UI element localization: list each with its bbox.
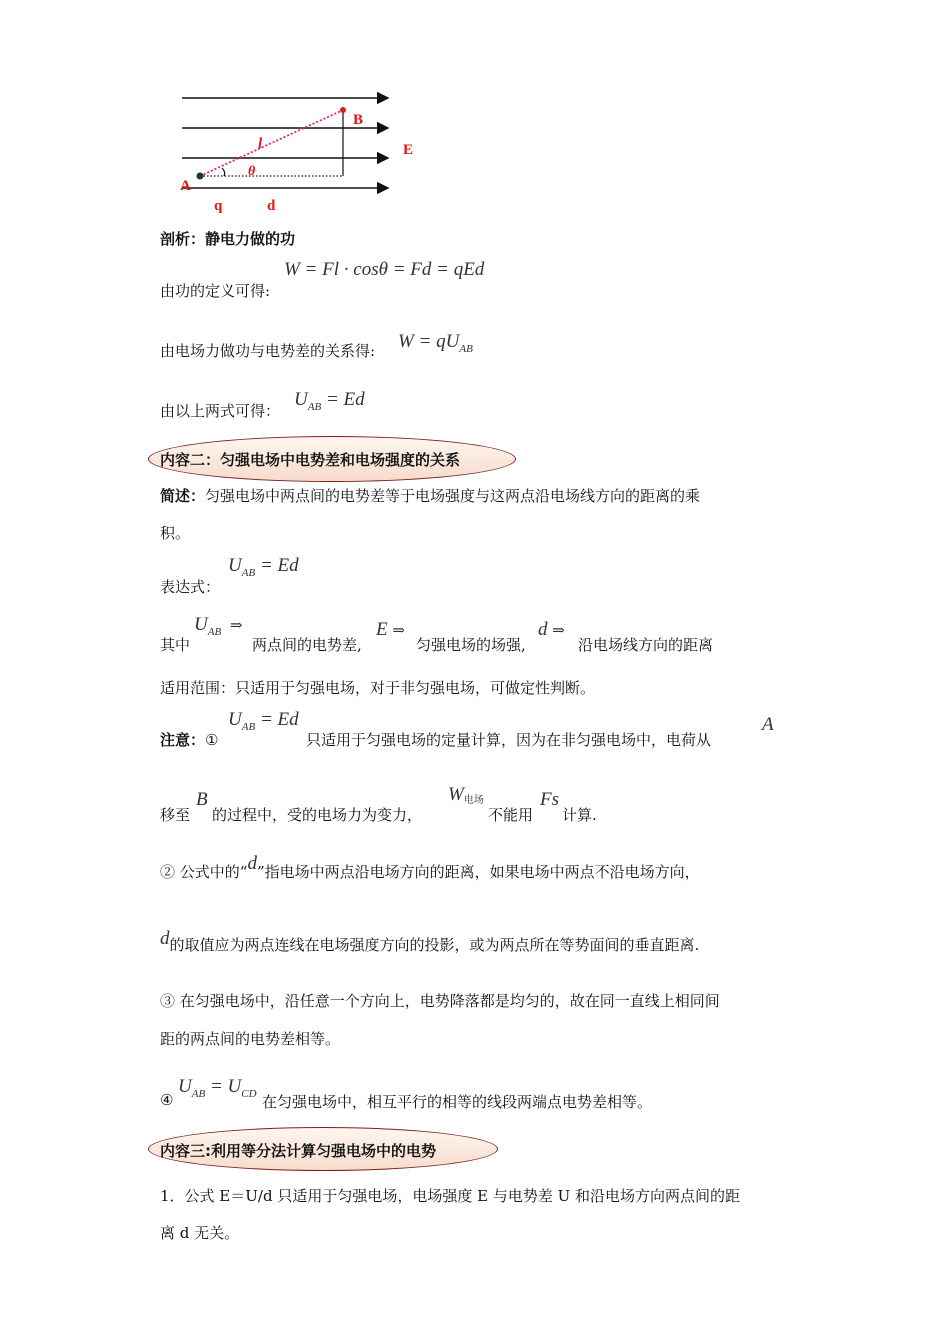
note4-sub1: AB	[191, 1088, 206, 1100]
combine-label: 由以上两式可得：	[160, 402, 281, 420]
note1-Fs: Fs	[540, 789, 559, 810]
section3-heading: 内容三:利用等分法计算匀强电场中的电势	[160, 1142, 437, 1160]
work-def-label: 由功的定义可得:	[160, 282, 271, 300]
field-work-sub: AB	[459, 343, 473, 355]
note4-eq: = U	[205, 1076, 242, 1097]
label-A: A	[180, 178, 191, 194]
where-label: 其中	[160, 636, 191, 654]
label-theta: θ	[248, 164, 256, 179]
where-d: d	[538, 619, 548, 640]
summary-line2: 积。	[160, 524, 191, 542]
summary-label: 简述：	[160, 487, 206, 505]
note2-a: ② 公式中的“	[160, 863, 248, 881]
where-U-formula	[194, 614, 243, 636]
note1-line2-c: 不能用	[488, 806, 534, 824]
where-U-desc: 两点间的电势差,	[252, 636, 362, 654]
note1-B: B	[196, 789, 208, 810]
note2-d: d	[247, 853, 257, 874]
path-l	[200, 110, 343, 176]
note4-formula	[178, 1076, 257, 1098]
note1-line1	[160, 729, 218, 750]
note3-line1: ③ 在匀强电场中，沿任意一个方向上，电势降落都是均匀的，故在同一直线上相同间	[160, 992, 720, 1010]
note3-line2: 距的两点间的电势差相等。	[160, 1030, 341, 1048]
angle-arc	[222, 168, 225, 176]
note1-num: ①	[205, 731, 219, 749]
note1-text: 只适用于匀强电场的定量计算，因为在非匀强电场中，电荷从	[306, 731, 712, 749]
note4-text: 在匀强电场中，相互平行的相等的线段两端点电势差相等。	[262, 1093, 653, 1111]
combine-sub: AB	[307, 401, 322, 413]
analysis-title: 剖析：静电力做的功	[160, 230, 296, 248]
summary-text: 匀强电场中两点间的电势差等于电场强度与这两点沿电场线方向的距离的乘	[205, 487, 701, 505]
where-E: E	[376, 619, 388, 640]
where-arrow-2: ⇒	[392, 623, 405, 639]
field-work-formula	[398, 331, 473, 353]
note2-b: ”指电场中两点沿电场方向的距离，如果电场中两点不沿电场方向，	[256, 863, 700, 881]
electric-field-diagram	[170, 88, 430, 218]
note1-W-formula	[448, 784, 484, 806]
note4-U1: U	[178, 1076, 192, 1097]
summary-line1	[160, 485, 700, 506]
note1-U: U	[228, 709, 242, 730]
field-work-label: 由电场力做功与电势差的关系得:	[160, 342, 376, 360]
where-d-desc: 沿电场线方向的距离	[578, 636, 714, 654]
expr-formula	[228, 555, 299, 577]
note1-sub: AB	[241, 721, 256, 733]
combine-formula	[294, 389, 365, 411]
point-A	[197, 173, 204, 180]
note1-line2-a: 移至	[160, 806, 191, 824]
label-q: q	[214, 198, 223, 214]
label-l: l	[258, 136, 263, 152]
note1-formula	[228, 709, 299, 731]
note2-c: 的取值应为两点连线在电场强度方向的投影，或为两点所在等势面间的垂直距离.	[169, 936, 700, 954]
note4-num: ④	[160, 1091, 174, 1109]
note4-sub2: CD	[241, 1088, 257, 1100]
where-U: U	[194, 614, 208, 635]
label-B: B	[353, 112, 364, 128]
note2-d2: d	[160, 928, 170, 949]
scope-text: 适用范围：只适用于匀强电场，对于非匀强电场，可做定性判断。	[160, 679, 596, 697]
work-def-formula: W = Fl · cosθ = Fd = qEd	[284, 259, 485, 280]
note1-W-sub: 电场	[463, 795, 484, 806]
where-d-formula	[538, 619, 565, 641]
expr-rest: = Ed	[255, 555, 299, 576]
expr-label: 表达式：	[160, 578, 221, 596]
where-U-sub: AB	[207, 626, 222, 638]
combine-rest: = Ed	[321, 389, 365, 410]
field-work-W: W = qU	[398, 331, 460, 352]
note1-line2-b: 的过程中，受的电场力为变力，	[212, 806, 423, 824]
expr-sub: AB	[241, 567, 256, 579]
note1-line2-d: 计算.	[562, 806, 597, 824]
where-arrow-3: ⇒	[552, 623, 565, 639]
where-arrow-1: ⇒	[229, 618, 243, 634]
label-d: d	[267, 198, 276, 214]
note1-A: A	[762, 714, 774, 735]
where-E-formula	[376, 619, 405, 641]
section3-item1-line1: 1．公式 E＝U/d 只适用于匀强电场，电场强度 E 与电势差 U 和沿电场方向两点间的距	[160, 1187, 740, 1205]
section2-heading: 内容二：匀强电场中电势差和电场强度的关系	[160, 451, 461, 469]
where-E-desc: 匀强电场的场强,	[416, 636, 526, 654]
section3-item1-line2: 离 d 无关。	[160, 1224, 240, 1242]
note1-W: W	[448, 784, 464, 805]
point-B	[340, 107, 346, 113]
combine-U: U	[294, 389, 308, 410]
note1-rest: = Ed	[255, 709, 299, 730]
expr-U: U	[228, 555, 242, 576]
note2-line1	[160, 853, 700, 883]
note2-line2	[160, 928, 700, 956]
label-E: E	[403, 142, 414, 158]
note-label: 注意：	[160, 731, 206, 749]
